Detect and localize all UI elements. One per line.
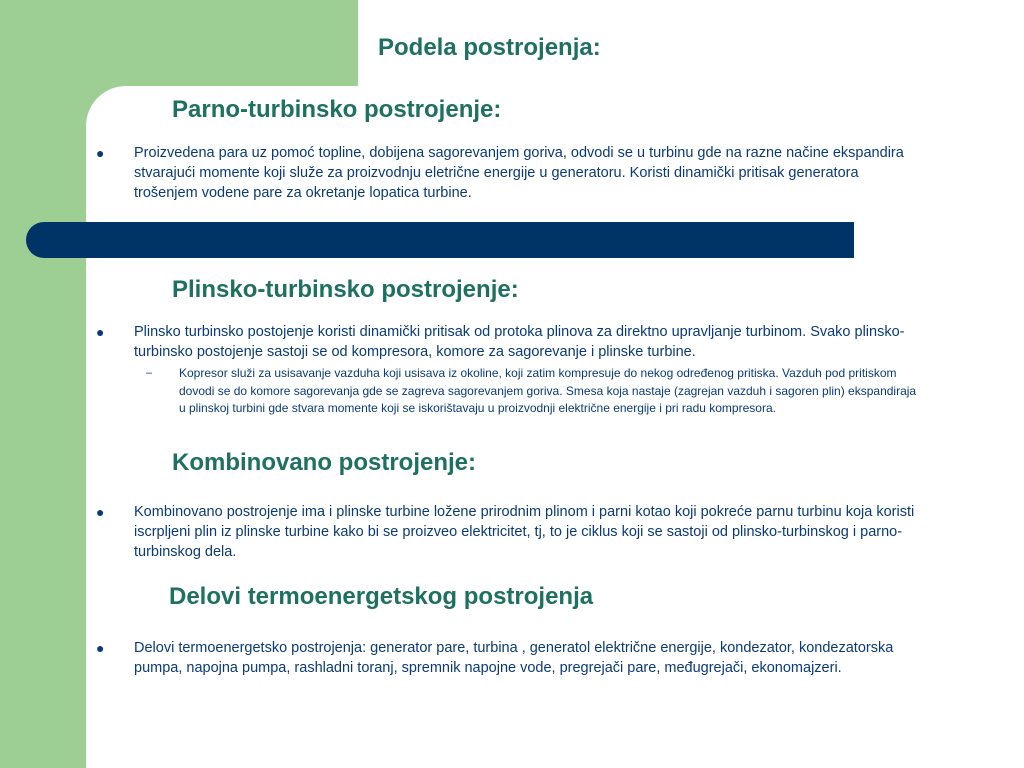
blue-divider-bar xyxy=(26,222,854,258)
bullet-text: Kombinovano postrojenje ima i plinske turbine ložene prirodnim plinom i parni kotao koji pokreće parnu turbinu koja koristi iscrpljeni plin iz plinske turbine kako bi se proizveo elektricitet, tj, to je ciklus koji se sastoji od plinsko-turbinskog i parno-turbinskog dela. xyxy=(134,504,915,560)
bullet-text: Plinsko turbinsko postojenje koristi dinamički pritisak od protoka plinova za direktno upravljanje turbinom. Svako plinsko-turbinsko postojenje sastoji se od kompresora, komore za sagorevanje i plinske turbine. xyxy=(134,324,905,360)
sub-bullet-text: Kopresor služi za usisavanje vazduha koji usisava iz okoline, koji zatim kompresuje do nekog određenog pritiska. Vazduh pod pritiskom dovodi se do komore sagorevanja gde se zagreva sagorevanjem goriva. Smesa koja nastaje (zagrejan vazduh i sagoren plin) ekspandiraja u plinskoj turbini gde stvara momente koji se iskorištavaju u proizvodnji električne energije i pri radu kompresora. xyxy=(179,366,917,415)
section-heading-plinsko: Plinsko-turbinsko postrojenje: xyxy=(172,276,519,303)
green-left-strip xyxy=(0,0,86,768)
bullet-text: Delovi termoenergetsko postrojenja: generator pare, turbina , generatol električne energije, kondezator, kondezatorska pumpa, napojna pumpa, rashladni toranj, spremnik napojne vode, pregrejači pare, međugrejači, ekonomajzeri. xyxy=(134,640,894,676)
section-heading-kombinovano: Kombinovano postrojenje: xyxy=(172,449,477,476)
section-heading-delovi: Delovi termoenergetskog postrojenja xyxy=(169,583,594,610)
bullet-icon: ● xyxy=(96,145,105,161)
bullet-icon: ● xyxy=(96,640,105,656)
bullet-text: Proizvedena para uz pomoć topline, dobijena sagorevanjem goriva, odvodi se u turbinu gde na razne načine ekspandira stvarajući momente koji služe za proizvodnju eletrične energije u generatoru. Koristi dinamički pritisak generatora trošenjem vodene pare za okretanje lopatica turbine. xyxy=(134,145,904,201)
bullet-icon: ● xyxy=(96,504,105,520)
slide-title: Podela postrojenja: xyxy=(378,34,601,61)
bullet-icon: ● xyxy=(96,324,105,340)
sub-bullet-icon: – xyxy=(146,367,153,379)
section-heading-parno: Parno-turbinsko postrojenje: xyxy=(172,96,502,123)
